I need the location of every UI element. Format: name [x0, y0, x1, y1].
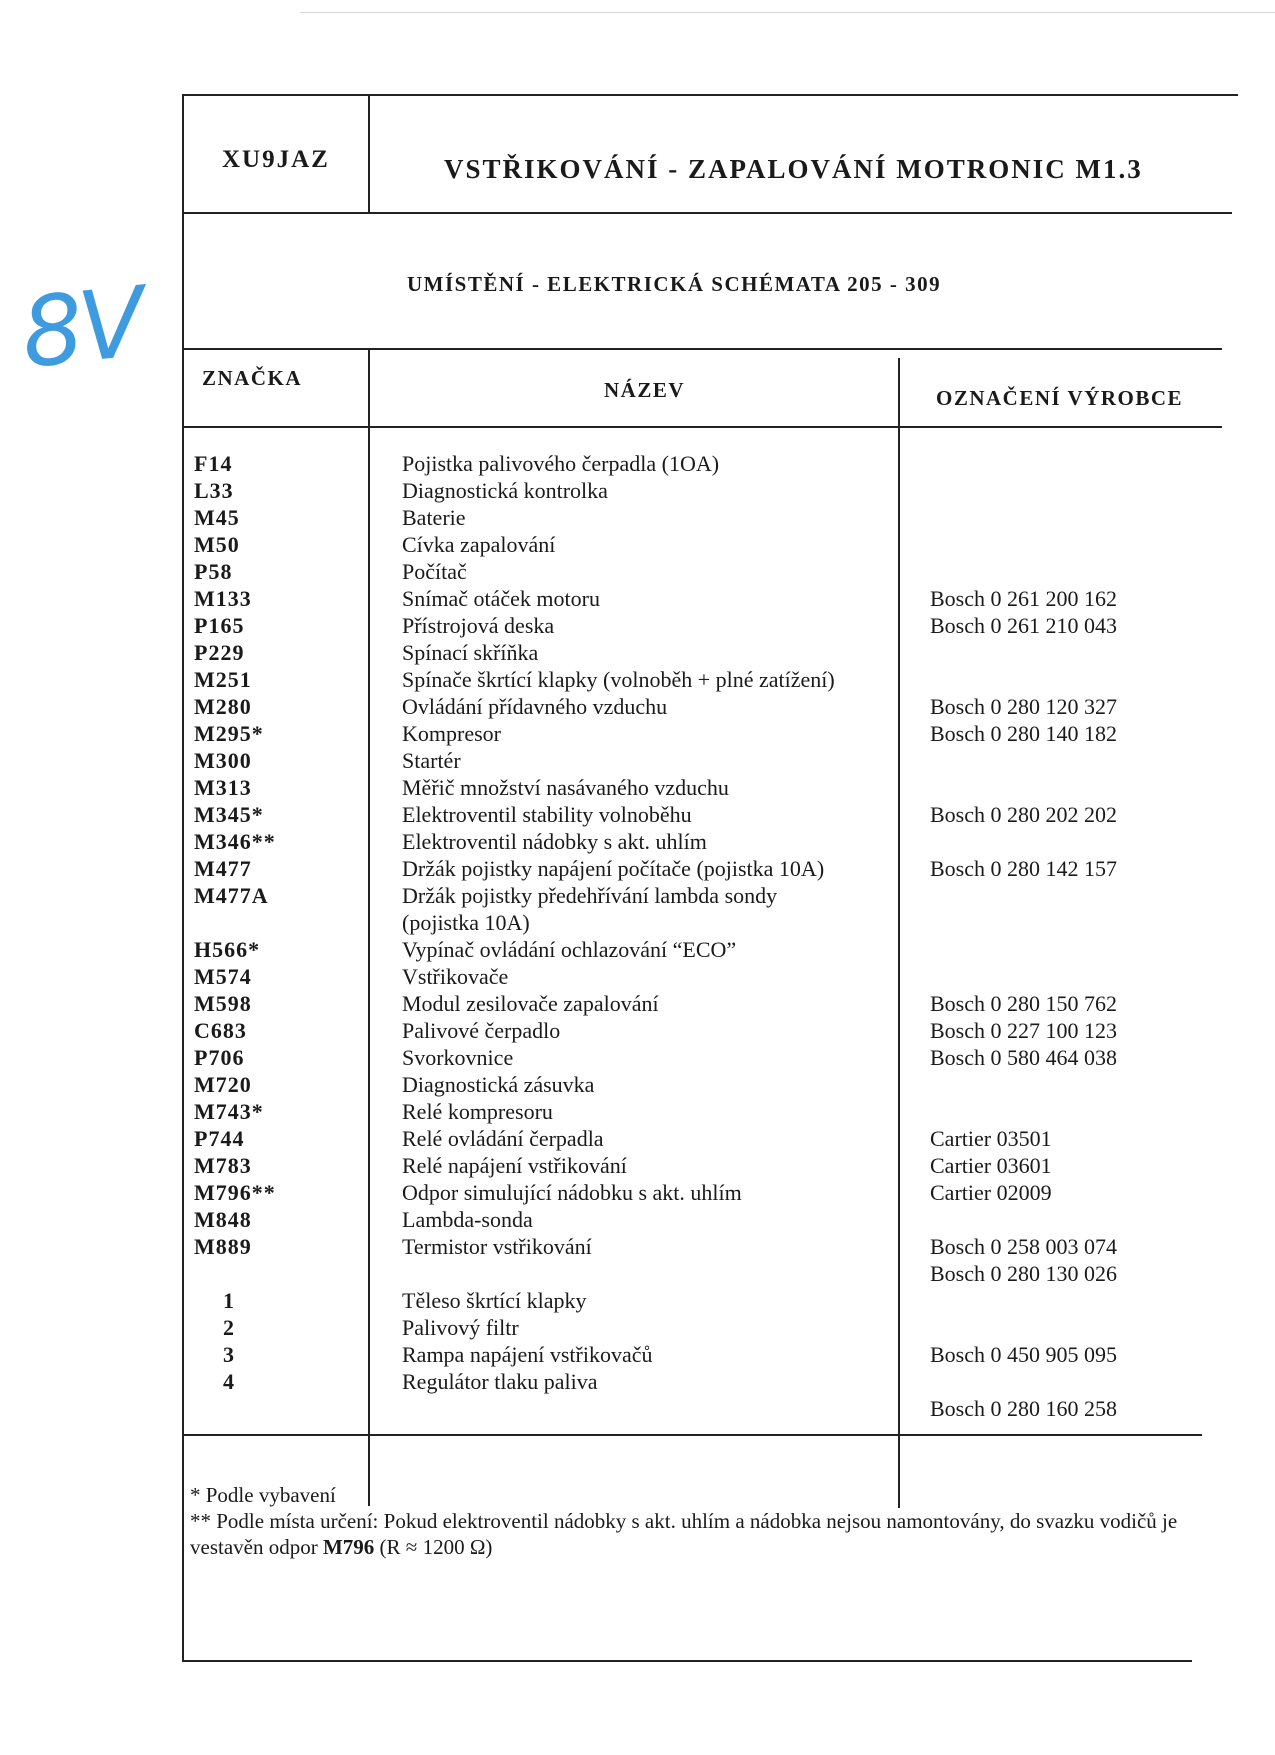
- footnote-destination-text: ** Podle místa určení: Pokud elektroventil nádobky s akt. uhlím a nádobka nejsou namontovány, do svazku vodičů je vestavěn odpor: [190, 1509, 1178, 1559]
- table-row-name: Držák pojistky napájení počítače (pojistka 10A): [402, 856, 825, 881]
- engine-code: XU9JAZ: [222, 146, 330, 173]
- table-row-code: M598: [194, 991, 252, 1016]
- header-divider: [368, 94, 370, 212]
- table-row-code: M45: [194, 505, 240, 530]
- manufacturer-column: [930, 450, 1230, 1422]
- table-header-rule: [182, 426, 1222, 428]
- table-row-name: Spínače škrtící klapky (volnoběh + plné zatížení): [402, 667, 835, 692]
- table-row-code: M477A: [194, 883, 269, 908]
- footnote-equipment: * Podle vybavení: [190, 1483, 336, 1507]
- table-row-name: Palivový filtr: [402, 1315, 519, 1340]
- frame-left-border: [182, 94, 184, 1662]
- table-row-code: P706: [194, 1045, 245, 1070]
- table-row-manufacturer-ref: Cartier 03501: [930, 1126, 1052, 1151]
- table-row-code: M280: [194, 694, 252, 719]
- code-column: [194, 450, 344, 1395]
- table-row-manufacturer-ref: Cartier 02009: [930, 1180, 1052, 1205]
- table-row-name: Počítač: [402, 559, 467, 584]
- table-row-code: M50: [194, 532, 240, 557]
- table-divider-1: [368, 348, 370, 1506]
- table-row-code: F14: [194, 451, 233, 476]
- table-row-code: [194, 909, 344, 936]
- table-row-code: M574: [194, 964, 252, 989]
- page-top-rule: [300, 12, 1275, 13]
- table-row-name: Odpor simulující nádobku s akt. uhlím: [402, 1180, 742, 1205]
- table-row-manufacturer-ref: [930, 882, 1230, 909]
- footnote-resistor-value: (R ≈ 1200 Ω): [374, 1535, 493, 1559]
- document-frame: [182, 94, 1238, 1662]
- table-row-name: Palivové čerpadlo: [402, 1018, 561, 1043]
- table-row-name: Elektroventil stability volnoběhu: [402, 802, 692, 827]
- handwritten-annotation: 8V: [16, 266, 147, 390]
- table-row-manufacturer-ref: Bosch 0 280 130 026: [930, 1261, 1117, 1286]
- table-row-manufacturer-ref: [930, 558, 1230, 585]
- table-row-manufacturer-ref: [930, 1206, 1230, 1233]
- table-row-name: Rampa napájení vstřikovačů: [402, 1342, 653, 1367]
- table-row-name: Pojistka palivového čerpadla (1OA): [402, 451, 720, 476]
- table-row-manufacturer-ref: [930, 1071, 1230, 1098]
- table-row-manufacturer-ref: [930, 828, 1230, 855]
- table-row-name: Lambda-sonda: [402, 1207, 533, 1232]
- table-row-name: Relé ovládání čerpadla: [402, 1126, 604, 1151]
- header-top-rule: [182, 94, 1238, 96]
- table-row-manufacturer-ref: Bosch 0 227 100 123: [930, 1018, 1117, 1043]
- table-row-manufacturer-ref: [930, 504, 1230, 531]
- table-row-manufacturer-ref: Bosch 0 280 140 182: [930, 721, 1117, 746]
- table-row-code: M346**: [194, 829, 276, 854]
- table-row-manufacturer-ref: [930, 747, 1230, 774]
- footnote-resistor-code: M796: [322, 1535, 375, 1559]
- table-row-code: P58: [194, 559, 233, 584]
- table-row-code: 1: [223, 1288, 235, 1313]
- table-row-code: P229: [194, 640, 245, 665]
- table-row-name: Regulátor tlaku paliva: [402, 1369, 598, 1394]
- header-bottom-rule: [182, 212, 1232, 214]
- table-row-name: Měřič množství nasávaného vzduchu: [402, 775, 729, 800]
- table-row-code: M295*: [194, 721, 264, 746]
- table-row-manufacturer-ref: [930, 666, 1230, 693]
- table-row-name: (pojistka 10A): [402, 910, 530, 935]
- table-row-name: Diagnostická kontrolka: [402, 478, 608, 503]
- footnote-destination: [190, 1508, 1190, 1560]
- table-row-name: Relé kompresoru: [402, 1099, 553, 1124]
- table-bottom-rule: [182, 1434, 1202, 1436]
- table-row-manufacturer-ref: Bosch 0 280 142 157: [930, 856, 1117, 881]
- table-row-manufacturer-ref: [930, 1314, 1230, 1341]
- table-row-name: Vypínač ovládání ochlazování “ECO”: [402, 937, 737, 962]
- table-row-name: Snímač otáček motoru: [402, 586, 600, 611]
- table-row-manufacturer-ref: [930, 1287, 1230, 1314]
- table-row-manufacturer-ref: Bosch 0 261 200 162: [930, 586, 1117, 611]
- table-row-code: M345*: [194, 802, 264, 827]
- table-row-name: Baterie: [402, 505, 466, 530]
- table-row-code: M720: [194, 1072, 252, 1097]
- table-row-manufacturer-ref: [930, 909, 1230, 936]
- column-header-manufacturer: OZNAČENÍ VÝROBCE: [936, 386, 1184, 410]
- table-row-name: Termistor vstřikování: [402, 1234, 592, 1259]
- table-row-code: M313: [194, 775, 252, 800]
- table-row-code: L33: [194, 478, 234, 503]
- table-row-manufacturer-ref: [930, 936, 1230, 963]
- table-row-name: Svorkovnice: [402, 1045, 514, 1070]
- table-row-code: M300: [194, 748, 252, 773]
- table-row-code: C683: [194, 1018, 247, 1043]
- table-row-code: M743*: [194, 1099, 264, 1124]
- table-row-manufacturer-ref: Bosch 0 261 210 043: [930, 613, 1117, 638]
- table-row-name: Elektroventil nádobky s akt. uhlím: [402, 829, 707, 854]
- table-row-code: M477: [194, 856, 252, 881]
- table-row-manufacturer-ref: Bosch 0 258 003 074: [930, 1234, 1117, 1259]
- table-row-manufacturer-ref: Bosch 0 450 905 095: [930, 1342, 1117, 1367]
- table-row-name: Relé napájení vstřikování: [402, 1153, 627, 1178]
- table-row-code: M783: [194, 1153, 252, 1178]
- table-row-name: Cívka zapalování: [402, 532, 556, 557]
- document-title: VSTŘIKOVÁNÍ - ZAPALOVÁNÍ MOTRONIC M1.3: [444, 154, 1143, 184]
- table-row-manufacturer-ref: Bosch 0 280 202 202: [930, 802, 1117, 827]
- table-row-code: M889: [194, 1234, 252, 1259]
- table-row-code: M133: [194, 586, 252, 611]
- table-row-manufacturer-ref: Bosch 0 280 150 762: [930, 991, 1117, 1016]
- table-row-code: M251: [194, 667, 252, 692]
- table-row-code: 4: [223, 1369, 235, 1394]
- page-bottom-rule: [182, 1660, 1192, 1662]
- table-row-manufacturer-ref: Bosch 0 280 160 258: [930, 1396, 1117, 1421]
- table-row-name: Spínací skříňka: [402, 640, 539, 665]
- table-row-manufacturer-ref: [930, 477, 1230, 504]
- column-header-name: NÁZEV: [604, 378, 686, 402]
- table-row-name: Kompresor: [402, 721, 501, 746]
- footnotes: [190, 1482, 1190, 1560]
- table-row-manufacturer-ref: [930, 1098, 1230, 1125]
- table-row-code: P744: [194, 1126, 245, 1151]
- table-row-name: Držák pojistky předehřívání lambda sondy: [402, 883, 778, 908]
- table-row-name: Přístrojová deska: [402, 613, 555, 638]
- subtitle-bottom-rule: [182, 348, 1222, 350]
- table-row-manufacturer-ref: [930, 639, 1230, 666]
- table-row-code: [194, 1260, 344, 1287]
- table-row-manufacturer-ref: [930, 1368, 1230, 1395]
- table-row-name: Modul zesilovače zapalování: [402, 991, 659, 1016]
- document-subtitle: UMÍSTĚNÍ - ELEKTRICKÁ SCHÉMATA 205 - 309: [407, 272, 942, 296]
- table-row-manufacturer-ref: Cartier 03601: [930, 1153, 1052, 1178]
- table-row-name: Těleso škrtící klapky: [402, 1288, 587, 1313]
- table-row-manufacturer-ref: [930, 774, 1230, 801]
- table-row-name: Startér: [402, 748, 461, 773]
- table-row-manufacturer-ref: [930, 531, 1230, 558]
- table-row-code: M796**: [194, 1180, 276, 1205]
- table-row-name: Ovládání přídavného vzduchu: [402, 694, 668, 719]
- table-row-manufacturer-ref: Bosch 0 580 464 038: [930, 1045, 1117, 1070]
- column-header-code: ZNAČKA: [202, 366, 303, 390]
- table-row-code: P165: [194, 613, 245, 638]
- table-row-manufacturer-ref: [930, 963, 1230, 990]
- table-row-code: M848: [194, 1207, 252, 1232]
- table-row-code: 2: [223, 1315, 235, 1340]
- table-row-manufacturer-ref: Bosch 0 280 120 327: [930, 694, 1117, 719]
- table-row-manufacturer-ref: [930, 450, 1230, 477]
- table-row-code: 3: [223, 1342, 235, 1367]
- table-row-name: Diagnostická zásuvka: [402, 1072, 595, 1097]
- table-row-name: Vstřikovače: [402, 964, 509, 989]
- table-row-code: H566*: [194, 937, 261, 962]
